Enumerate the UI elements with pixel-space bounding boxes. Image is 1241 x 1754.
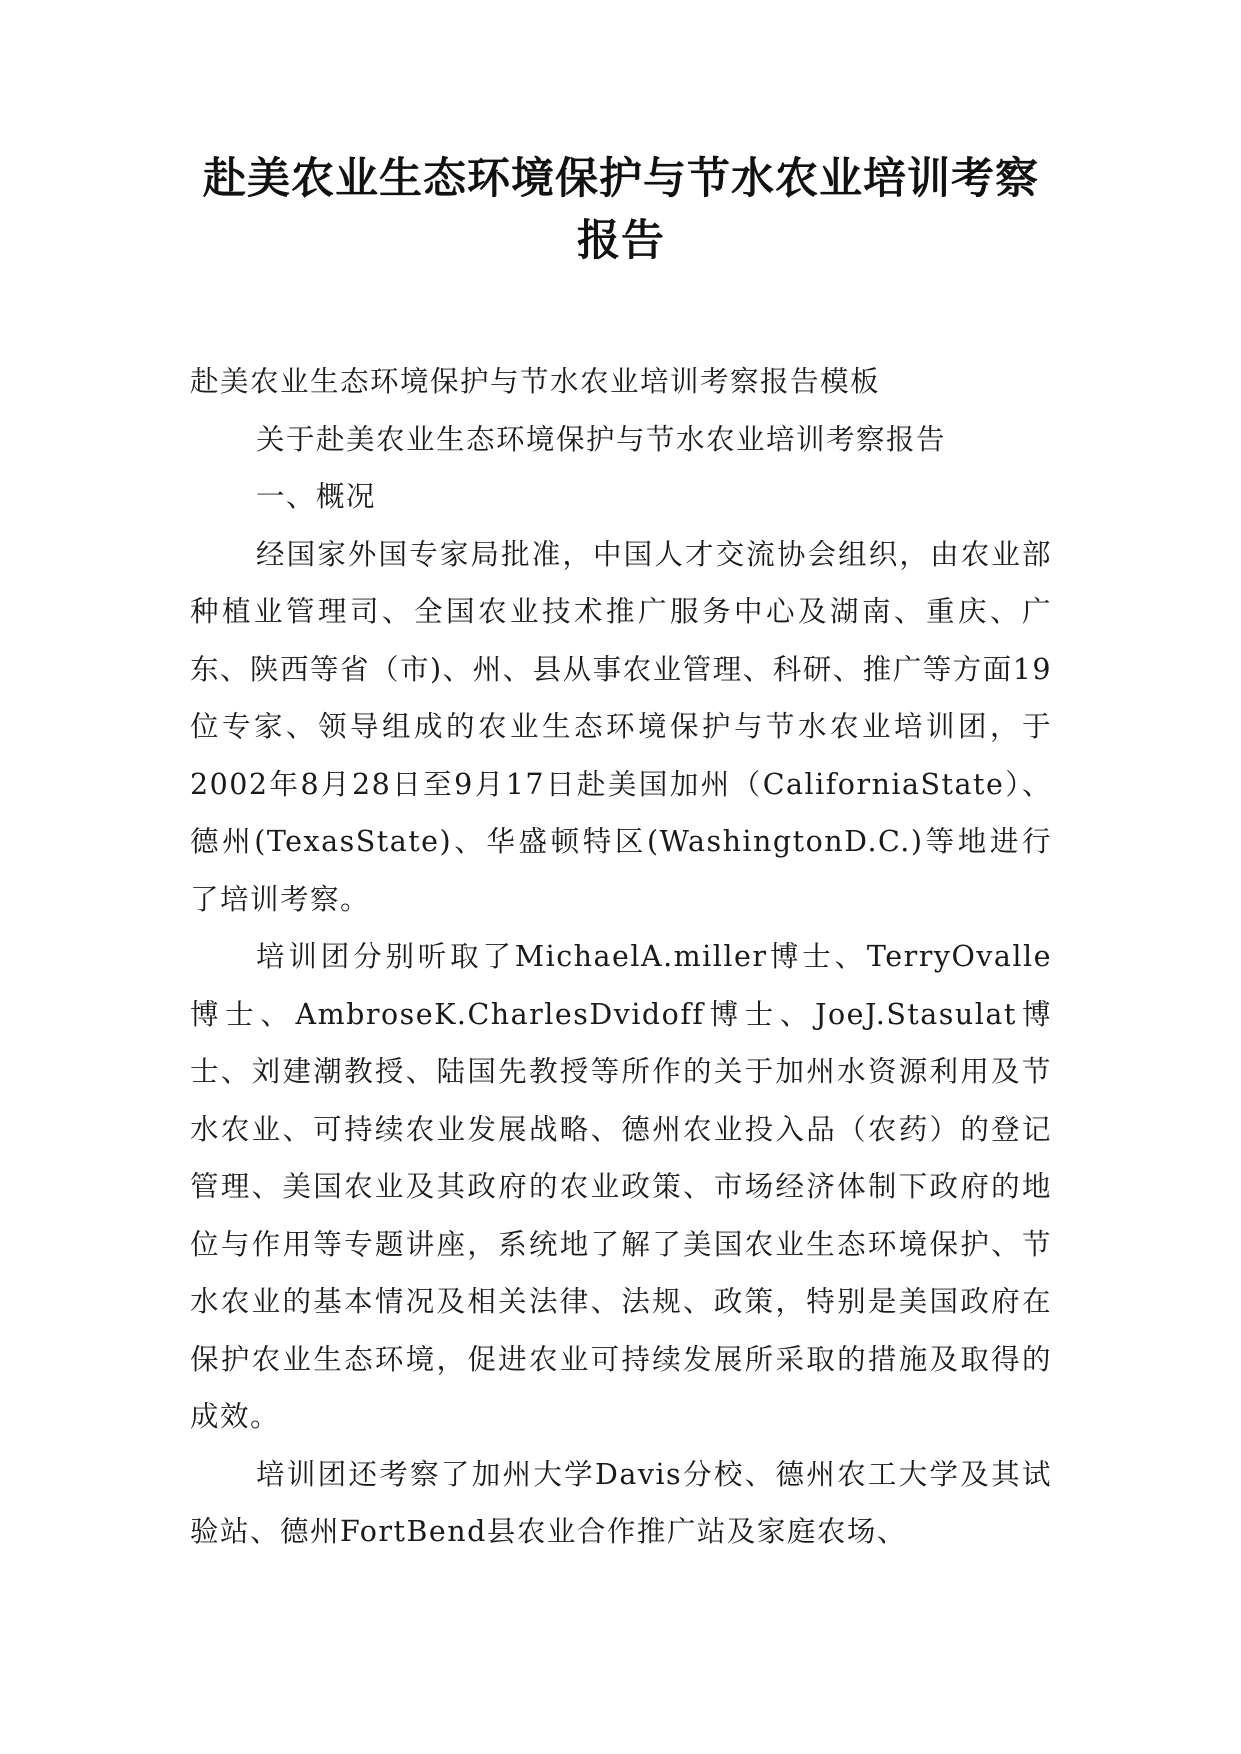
paragraph-overview: 经国家外国专家局批准，中国人才交流协会组织，由农业部种植业管理司、全国农业技术推广服务中心及湖南、重庆、广东、陕西等省（市)、州、县从事农业管理、科研、推广等方面19位专家、领导组成的农业生态环境保护与节水农业培训团，于2002年8月28日至9月17日赴美国加州（CaliforniaState）、德州(TexasState)、华盛顿特区(WashingtonD.C.)等地进行了培训考察。 [190, 537, 1052, 916]
document-subtitle: 赴美农业生态环境保护与节水农业培训考察报告模板 [190, 365, 881, 398]
report-heading: 关于赴美农业生态环境保护与节水农业培训考察报告 [256, 422, 947, 456]
document-body [190, 353, 1052, 1561]
paragraph-lectures: 培训团分别听取了MichaelA.miller博士、TerryOvalle博士、AmbroseK.CharlesDvidoff博士、JoeJ.Stasulat博士、刘建潮教授、陆国先教授等所作的关于加州水资源利用及节水农业、可持续农业发展战略、德州农业投入品（农药）的登记管理、美国农业及其政府的农业政策、市场经济体制下政府的地位与作用等专题讲座，系统地了解了美国农业生态环境保护、节水农业的基本情况及相关法律、法规、政策，特别是美国政府在保护农业生态环境，促进农业可持续发展所采取的措施及取得的成效。 [190, 940, 1052, 1433]
document-title: 赴美农业生态环境保护与节水农业培训考察报告 [203, 154, 1039, 266]
section-heading: 一、概况 [256, 480, 377, 513]
paragraph-visits: 培训团还考察了加州大学Davis分校、德州农工大学及其试验站、德州FortBend县农业合作推广站及家庭农场、 [190, 1457, 1052, 1548]
